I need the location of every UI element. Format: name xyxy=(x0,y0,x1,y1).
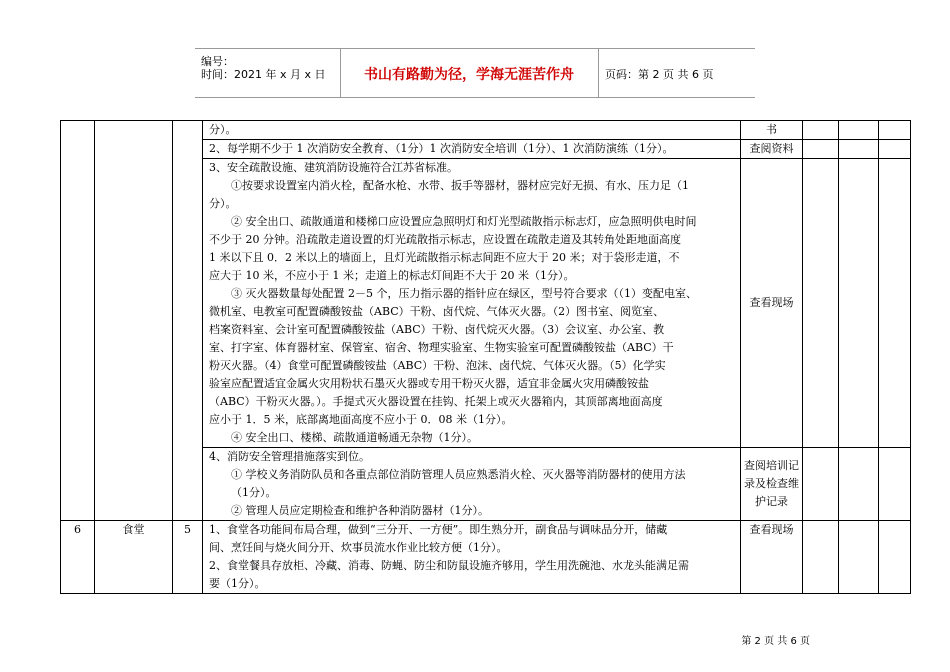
score-cell xyxy=(879,159,911,448)
document-number-label: 编号： xyxy=(201,55,234,68)
requirement-line: 1 米以下且 0．2 米以上的墙面上，且灯光疏散指示标志间距不应大于 20 米；对于袋形走道，不 xyxy=(209,251,680,264)
item-number-cell: 6 xyxy=(61,521,95,594)
requirement-line: 室、打字室、体育器材室、保管室、宿舍、物理实验室、生物实验室可配置磷酸铵盐（ABC）干 xyxy=(209,341,674,354)
requirement-line: 应小于 1．5 米，底部离地面高度不应小于 0．08 米（1分）。 xyxy=(209,413,513,426)
document-date-label: 时间：2021 年 x 月 x 日 xyxy=(201,68,326,81)
requirement-line: 应大于 10 米，不应小于 1 米；走道上的标志灯间距不大于 20 米（1分）。 xyxy=(209,269,575,282)
requirement-cell xyxy=(203,521,741,594)
requirement-line: （1分）。 xyxy=(231,486,277,499)
requirement-line: ① 学校义务消防队员和各重点部位消防管理人员应熟悉消火栓、灭火器等消防器材的使用方法 xyxy=(231,468,686,481)
requirement-line: 间、烹饪间与烧火间分开、炊事员流水作业比较方便（1分）。 xyxy=(209,541,508,554)
score-cell xyxy=(803,448,839,521)
item-score-cell: 5 xyxy=(173,521,203,594)
requirement-line: 分）。 xyxy=(209,123,237,136)
item-score-cell xyxy=(173,121,203,521)
requirement-line: 3、安全疏散设施、建筑消防设施符合江苏省标准。 xyxy=(209,161,458,174)
header-page-number: 页码：第 2 页 共 6 页 xyxy=(605,68,714,81)
score-cell xyxy=(839,159,879,448)
score-cell xyxy=(839,121,879,140)
requirement-cell xyxy=(203,159,741,448)
requirement-line: 4、消防安全管理措施落实到位。 xyxy=(209,450,370,463)
score-cell xyxy=(839,448,879,521)
item-name-cell xyxy=(95,121,173,521)
score-cell xyxy=(803,121,839,140)
page-header xyxy=(195,48,755,98)
requirement-line: ② 安全出口、疏散通道和楼梯口应设置应急照明灯和灯光型疏散指示标志灯，应急照明供电时间 xyxy=(231,215,697,228)
check-method-cell: 书 xyxy=(741,121,803,140)
score-cell xyxy=(839,521,879,594)
requirement-line: ①按要求设置室内消火栓，配备水枪、水带、扳手等器材，器材应完好无损、有水、压力足（1 xyxy=(231,179,689,192)
requirement-cell xyxy=(203,121,741,140)
item-number-cell xyxy=(61,121,95,521)
score-cell xyxy=(879,521,911,594)
requirement-line: 粉灭火器。（4）食堂可配置磷酸铵盐（ABC）干粉、泡沫、卤代烷、气体灭火器。（5）化学实 xyxy=(209,359,666,372)
check-method-cell: 查看现场 xyxy=(741,159,803,448)
requirement-line: ③ 灭火器数量每处配置 2－5 个，压力指示器的指针应在绿区，型号符合要求（（1）变配电室、 xyxy=(231,287,697,300)
requirement-line: 2、每学期不少于 1 次消防安全教育、（1分）1 次消防安全培训（1分）、1 次消防演练（1分）。 xyxy=(209,142,674,155)
requirement-line: 1、食堂各功能间布局合理，做到“三分开、一方便”。即生熟分开，副食品与调味品分开，储藏 xyxy=(209,523,668,536)
score-cell xyxy=(839,140,879,159)
requirement-line: ② 管理人员应定期检查和维护各种消防器材（1分）。 xyxy=(231,504,489,517)
requirement-line: 验室应配置适宜金属火灾用粉状石墨灭火器或专用干粉灭火器，适宜非金属火灾用磷酸铵盐 xyxy=(209,377,649,390)
check-method-cell: 查看现场 xyxy=(741,521,803,594)
score-cell xyxy=(803,159,839,448)
requirement-line: 不少于 20 分钟。沿疏散走道设置的灯光疏散指示标志，应设置在疏散走道及其转角处距地面高度 xyxy=(209,233,681,246)
inspection-table xyxy=(60,120,911,594)
item-name-cell: 食堂 xyxy=(95,521,173,594)
score-cell xyxy=(879,140,911,159)
requirement-line: 档案资料室、会计室可配置磷酸铵盐（ABC）干粉、卤代烷灭火器。（3）会议室、办公室、教 xyxy=(209,323,665,336)
check-method-cell: 查阅资料 xyxy=(741,140,803,159)
check-method-cell: 查阅培训记录及检查维护记录 xyxy=(741,448,803,521)
requirement-line: 要（1分）。 xyxy=(209,577,266,590)
score-cell xyxy=(803,140,839,159)
header-page-cell xyxy=(599,49,755,97)
requirement-line: 2、食堂餐具存放柜、冷藏、消毒、防蝇、防尘和防鼠设施齐够用，学生用洗碗池、水龙头能满足需 xyxy=(209,559,689,572)
score-cell xyxy=(803,521,839,594)
page-footer: 第 2 页 共 6 页 xyxy=(741,636,810,647)
requirement-cell xyxy=(203,140,741,159)
table-row xyxy=(61,121,911,140)
header-meta-cell xyxy=(195,49,341,97)
requirement-line: ④ 安全出口、楼梯、疏散通道畅通无杂物（1分）。 xyxy=(231,431,478,444)
score-cell xyxy=(879,448,911,521)
requirement-line: （ABC）干粉灭火器。）。手提式灭火器设置在挂钩、托架上或灭火器箱内，其顶部离地面高度 xyxy=(209,395,663,408)
table-row xyxy=(61,521,911,594)
header-motto-cell xyxy=(340,49,599,97)
score-cell xyxy=(879,121,911,140)
header-motto: 书山有路勤为径，学海无涯苦作舟 xyxy=(364,67,574,83)
requirement-line: 微机室、电教室可配置磷酸铵盐（ABC）干粉、卤代烷、气体灭火器。（2）图书室、阅览室、 xyxy=(209,305,665,318)
requirement-line: 分）。 xyxy=(209,197,237,210)
requirement-cell xyxy=(203,448,741,521)
